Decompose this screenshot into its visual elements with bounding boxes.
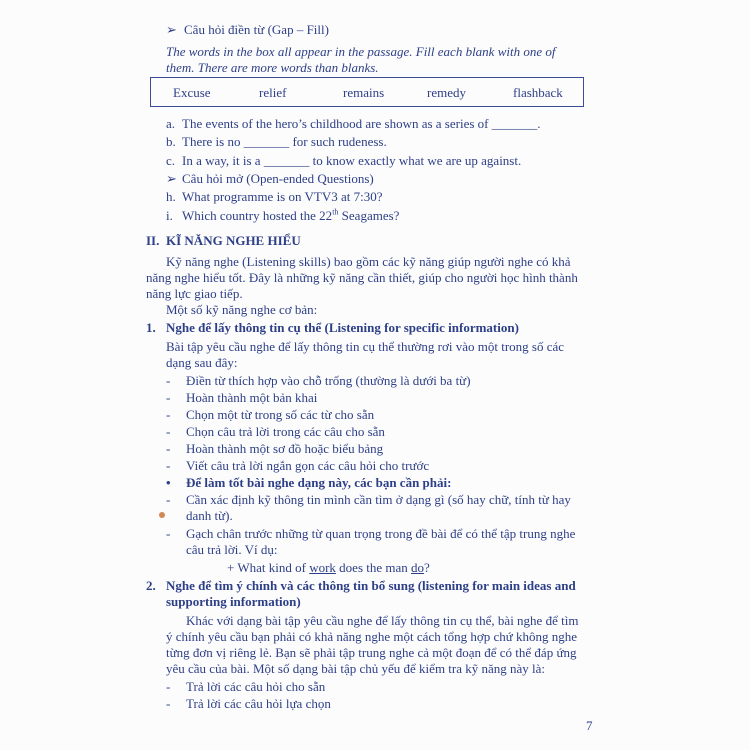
box-word: remedy bbox=[427, 85, 466, 100]
paragraph-line: dạng sau đây: bbox=[166, 355, 238, 370]
paragraph-line: Một số kỹ năng nghe cơ bản: bbox=[166, 302, 318, 317]
open-ended-heading: Câu hỏi mở (Open-ended Questions) bbox=[182, 171, 374, 186]
subsection-number: 1. bbox=[146, 320, 156, 335]
box-word: Excuse bbox=[173, 85, 211, 100]
section-numeral: II. bbox=[146, 233, 160, 248]
superscript: th bbox=[332, 207, 339, 217]
gap-fill-item: The events of the hero’s childhood are shown as a series of _______. bbox=[182, 116, 541, 131]
subsection-number: 2. bbox=[146, 578, 156, 593]
item-marker: a. bbox=[166, 116, 176, 131]
example-text: does the man bbox=[335, 560, 412, 575]
dash-marker: - bbox=[166, 424, 171, 439]
item-text: Which country hosted the 22 bbox=[182, 208, 333, 223]
dash-marker: - bbox=[166, 679, 171, 694]
gap-fill-heading: Câu hỏi điền từ (Gap – Fill) bbox=[184, 22, 329, 37]
item-marker: i. bbox=[166, 208, 173, 223]
word-box bbox=[150, 77, 584, 107]
dash-marker: - bbox=[166, 526, 171, 541]
dash-marker: - bbox=[166, 696, 171, 711]
tips-heading: Để làm tốt bài nghe dạng này, các bạn cần phải: bbox=[186, 475, 452, 490]
subsection-title: supporting information) bbox=[166, 594, 301, 609]
instruction-line: The words in the box all appear in the passage. Fill each blank with one of bbox=[166, 44, 556, 59]
list-item: Hoàn thành một bản khai bbox=[186, 390, 318, 405]
box-word: flashback bbox=[513, 85, 563, 100]
page-number: 7 bbox=[586, 718, 593, 733]
underlined-word: do bbox=[411, 560, 425, 575]
subsection-title: Nghe để tìm ý chính và các thông tin bổ sung (listening for main ideas and bbox=[166, 578, 576, 593]
box-word: remains bbox=[343, 85, 385, 100]
paragraph-line: ý chính yêu cầu bạn phải có khả năng nghe một cách tổng hợp chứ không nghe bbox=[166, 629, 578, 644]
example-text: + What kind of bbox=[227, 560, 310, 575]
example-line bbox=[227, 560, 430, 576]
list-item: Chọn một từ trong số các từ cho sẵn bbox=[186, 407, 375, 422]
instruction-line: them. There are more words than blanks. bbox=[166, 60, 379, 75]
item-marker: h. bbox=[166, 189, 176, 204]
box-word: relief bbox=[259, 85, 287, 100]
dash-marker: - bbox=[166, 390, 171, 405]
dash-marker: - bbox=[166, 441, 171, 456]
item-marker: b. bbox=[166, 134, 176, 149]
tip-line: câu trả lời. Ví dụ: bbox=[186, 542, 278, 557]
list-item: Hoàn thành một sơ đồ hoặc biểu bảng bbox=[186, 441, 384, 456]
dash-marker: - bbox=[166, 458, 171, 473]
paragraph-line: Bài tập yêu cầu nghe để lấy thông tin cụ thể thường rơi vào một trong số các bbox=[166, 339, 565, 354]
paragraph-line: năng nghe hiểu tốt. Đây là những kỹ năng cần thiết, giúp cho người học hình thành bbox=[146, 270, 578, 285]
underlined-word: work bbox=[309, 560, 336, 575]
bullet-icon: • bbox=[166, 475, 171, 490]
paragraph-line: năng lực giao tiếp. bbox=[146, 286, 243, 301]
ink-smudge bbox=[159, 512, 165, 518]
arrow-icon: ➢ bbox=[166, 22, 177, 37]
dash-marker: - bbox=[166, 492, 171, 507]
tip-line: danh từ). bbox=[186, 508, 233, 523]
gap-fill-item: There is no _______ for such rudeness. bbox=[182, 134, 387, 149]
tip-line: Gạch chân trước những từ quan trọng trong đề bài để có thể tập trung nghe bbox=[186, 526, 576, 541]
list-item: Trả lời các câu hỏi lựa chọn bbox=[186, 696, 331, 711]
arrow-icon: ➢ bbox=[166, 171, 177, 186]
paragraph-line: từng đơn vị riêng lẻ. Bạn sẽ phải tập trung nghe cả một đoạn để có thể đáp ứng bbox=[166, 645, 577, 660]
item-marker: c. bbox=[166, 153, 176, 168]
list-item: Trả lời các câu hỏi cho sẵn bbox=[186, 679, 326, 694]
list-item: Chọn câu trả lời trong các câu cho sẵn bbox=[186, 424, 385, 439]
paragraph-line: Khác với dạng bài tập yêu cầu nghe để lấy thông tin cụ thể, bài nghe để tìm bbox=[186, 613, 579, 628]
item-text: Seagames? bbox=[338, 208, 400, 223]
tip-line: Cần xác định kỹ thông tin mình cần tìm ở dạng gì (số hay chữ, tính từ hay bbox=[186, 492, 571, 507]
dash-marker: - bbox=[166, 407, 171, 422]
list-item: Viết câu trả lời ngắn gọn các câu hỏi cho trước bbox=[186, 458, 430, 473]
dash-marker: - bbox=[166, 373, 171, 388]
section-title: KĨ NĂNG NGHE HIỂU bbox=[166, 233, 301, 248]
list-item: Điền từ thích hợp vào chỗ trống (thường là dưới ba từ) bbox=[186, 373, 471, 388]
open-ended-item: What programme is on VTV3 at 7:30? bbox=[182, 189, 383, 204]
paragraph-line: yêu cầu của bài. Một số dạng bài tập chủ yếu để kiểm tra kỹ năng này là: bbox=[166, 661, 546, 676]
open-ended-item bbox=[182, 208, 399, 224]
example-text: ? bbox=[424, 560, 430, 575]
paragraph-line: Kỹ năng nghe (Listening skills) bao gồm các kỹ năng giúp người nghe có khả bbox=[166, 254, 571, 269]
subsection-title: Nghe để lấy thông tin cụ thể (Listening for specific information) bbox=[166, 320, 519, 335]
gap-fill-item: In a way, it is a _______ to know exactly what we are up against. bbox=[182, 153, 522, 168]
